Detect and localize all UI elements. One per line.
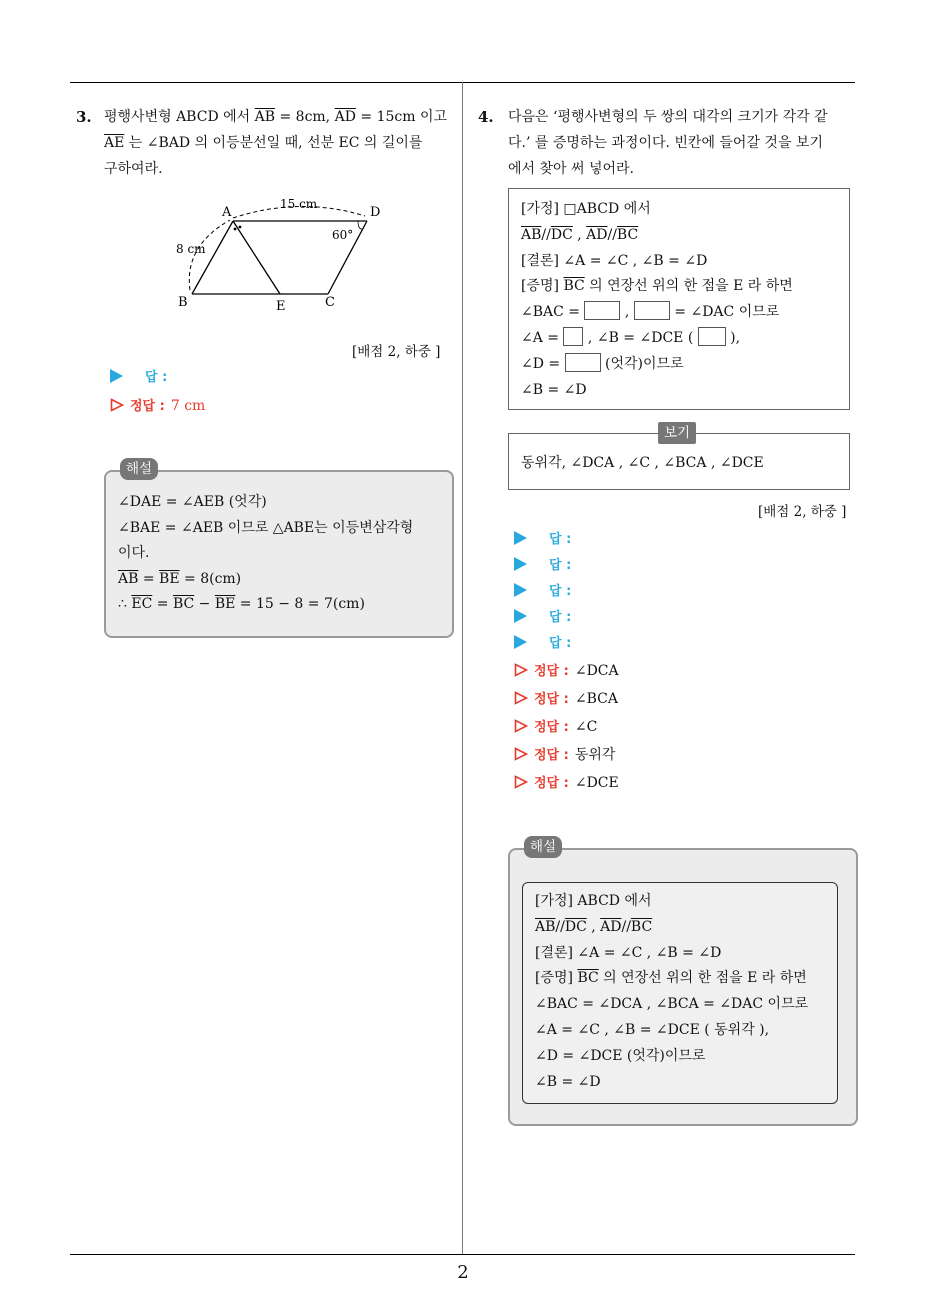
answer-arrow-icon bbox=[514, 635, 527, 649]
correct-value: ∠C bbox=[574, 719, 598, 735]
correct-arrow-icon bbox=[514, 775, 528, 789]
proof-line-8: ∠B = ∠D bbox=[521, 381, 587, 398]
correct-arrow-icon bbox=[514, 691, 528, 705]
q4-answer-row-3[interactable]: 답 : bbox=[514, 580, 571, 602]
q3-explanation-tag: 해설 bbox=[120, 458, 158, 480]
q3-exp-line-3: 이다. bbox=[118, 545, 150, 561]
q3-exp-line-5: ∴ $\overline{EC} = \overline{BC} - \overline{BE} = 15 - 8 = 7(cm)$ bbox=[118, 596, 365, 612]
q3-answer-row[interactable] bbox=[110, 366, 167, 388]
proof-line-7: ∠D = (엇각)이므로 bbox=[521, 352, 793, 378]
q4-answer-row-5[interactable]: 답 : bbox=[514, 632, 571, 654]
correct-arrow-icon bbox=[514, 719, 528, 733]
blank-3[interactable] bbox=[563, 327, 583, 346]
q4-correct-row-5: 정답 : ∠DCE bbox=[514, 772, 619, 794]
q4-exp-line-6: ∠A = ∠C , ∠B = ∠DCE ( 동위각 ), bbox=[535, 1021, 770, 1038]
q4-answer-row-4[interactable]: 답 : bbox=[514, 606, 571, 628]
q4-score: [배점 2, 하중 ] bbox=[758, 504, 847, 520]
correct-value: 7 cm bbox=[170, 398, 206, 414]
label-e: E bbox=[276, 299, 286, 314]
q4-exp-line-1: [가정] ABCD 에서 bbox=[535, 893, 652, 909]
proof-line-4: [증명] $\overline{BC}$ 의 연장선 위의 한 점을 E 라 하면 bbox=[521, 278, 793, 295]
correct-label: 정답 : bbox=[130, 399, 165, 414]
proof-line-1: [가정] □ABCD 에서 bbox=[521, 201, 651, 217]
blank-2[interactable] bbox=[634, 301, 670, 320]
q4-answer-row-2[interactable]: 답 : bbox=[514, 554, 571, 576]
q4-exp-line-3: [결론] ∠A = ∠C , ∠B = ∠D bbox=[535, 944, 722, 961]
length-ab: 8 cm bbox=[176, 242, 206, 256]
q3-score: [배점 2, 하중 ] bbox=[352, 344, 441, 360]
length-ad: 15 cm bbox=[280, 197, 318, 211]
page-number: 2 bbox=[457, 1262, 469, 1283]
q3-exp-line-1: ∠DAE = ∠AEB (엇각) bbox=[118, 494, 267, 510]
q3-explanation-lines bbox=[118, 490, 413, 618]
proof-line-6: ∠A = , ∠B = ∠DCE ( ), bbox=[521, 326, 793, 352]
bogi-tag: 보기 bbox=[658, 422, 696, 444]
answer-arrow-icon bbox=[514, 583, 527, 597]
q4-exp-line-2: $\overline{AB}//\overline{DC}$ , $\overline{AD}//\overline{BC}$ bbox=[535, 918, 653, 935]
answer-arrow-icon bbox=[514, 609, 527, 623]
q3-line-3: 구하여라. bbox=[104, 161, 163, 177]
q4-question bbox=[508, 104, 860, 182]
q3-correct-row bbox=[110, 395, 205, 417]
q4-exp-line-4: [증명] $\overline{BC}$ 의 연장선 위의 한 점을 E 라 하면 bbox=[535, 970, 807, 987]
q4-proof-lines bbox=[521, 197, 793, 403]
q3-question bbox=[104, 104, 456, 182]
q4-number: 4. bbox=[478, 108, 494, 126]
correct-arrow-icon bbox=[110, 398, 124, 412]
blank-1[interactable] bbox=[584, 301, 620, 320]
proof-line-2: $\overline{AB}//\overline{DC}$ , $\overline{AD}//\overline{BC}$ bbox=[521, 226, 639, 243]
bottom-rule bbox=[70, 1254, 855, 1255]
q4-line-2: 다.’ 를 증명하는 과정이다. 빈칸에 들어갈 것을 보기 bbox=[508, 135, 823, 151]
correct-arrow-icon bbox=[514, 747, 528, 761]
correct-value: ∠DCE bbox=[574, 775, 619, 791]
answer-arrow-icon bbox=[514, 531, 527, 545]
q3-line-1: 평행사변형 ABCD 에서 $\overline{AB} = 8cm$, $\overline{AD} = 15cm$ 이고 bbox=[104, 109, 447, 125]
q3-exp-line-4: $\overline{AB} = \overline{BE} = 8(cm)$ bbox=[118, 570, 242, 587]
q4-exp-line-5: ∠BAC = ∠DCA , ∠BCA = ∠DAC 이므로 bbox=[535, 996, 809, 1013]
correct-value: ∠BCA bbox=[574, 691, 618, 707]
angle-d-arc bbox=[358, 221, 363, 229]
correct-value: ∠DCA bbox=[574, 663, 619, 679]
q4-line-1: 다음은 ‘평행사변형의 두 쌍의 대각의 크기가 각각 같 bbox=[508, 109, 828, 125]
q4-explanation-box bbox=[508, 848, 858, 1126]
q3-number: 3. bbox=[76, 108, 92, 126]
q4-correct-row-4: 정답 : 동위각 bbox=[514, 744, 615, 766]
q4-correct-row-3: 정답 : ∠C bbox=[514, 716, 597, 738]
correct-arrow-icon bbox=[514, 663, 528, 677]
blank-5[interactable] bbox=[565, 353, 601, 372]
q4-exp-line-8: ∠B = ∠D bbox=[535, 1073, 601, 1090]
q4-explanation-inner-box bbox=[522, 882, 838, 1104]
parallelogram-figure bbox=[160, 196, 390, 316]
q4-line-3: 에서 찾아 써 넣어라. bbox=[508, 161, 634, 177]
q4-answer-row-1[interactable]: 답 : bbox=[514, 528, 571, 550]
q4-exp-line-7: ∠D = ∠DCE (엇각)이므로 bbox=[535, 1047, 706, 1064]
label-c: C bbox=[325, 295, 335, 310]
label-a: A bbox=[222, 205, 232, 220]
label-b: B bbox=[178, 295, 188, 310]
q3-exp-line-2: ∠BAE = ∠AEB 이므로 △ABE는 이등변삼각형 bbox=[118, 519, 414, 536]
q3-line-2: $\overline{AE}$ 는 ∠BAD 의 이등분선일 때, 선분 EC 의 길이를 bbox=[104, 135, 423, 151]
answer-arrow-icon bbox=[110, 369, 123, 383]
answer-label: 답 : bbox=[145, 370, 168, 385]
answer-arrow-icon bbox=[514, 557, 527, 571]
angle-d-label: 60° bbox=[332, 228, 354, 242]
q4-correct-row-1: 정답 : ∠DCA bbox=[514, 660, 619, 682]
bogi-choices: 동위각, ∠DCA , ∠C , ∠BCA , ∠DCE bbox=[521, 455, 764, 471]
q4-correct-row-2: 정답 : ∠BCA bbox=[514, 688, 618, 710]
q4-explanation-lines bbox=[535, 889, 808, 1095]
proof-line-3: [결론] ∠A = ∠C , ∠B = ∠D bbox=[521, 252, 708, 269]
segment-ae bbox=[233, 221, 280, 294]
column-divider bbox=[462, 82, 463, 1254]
q4-explanation-tag: 해설 bbox=[524, 836, 562, 858]
label-d: D bbox=[370, 205, 381, 220]
q4-proof-box bbox=[508, 188, 850, 410]
proof-line-5: ∠BAC = , = ∠DAC 이므로 bbox=[521, 300, 793, 326]
blank-4[interactable] bbox=[698, 327, 726, 346]
q3-explanation-box bbox=[104, 470, 454, 638]
correct-value: 동위각 bbox=[574, 747, 616, 763]
